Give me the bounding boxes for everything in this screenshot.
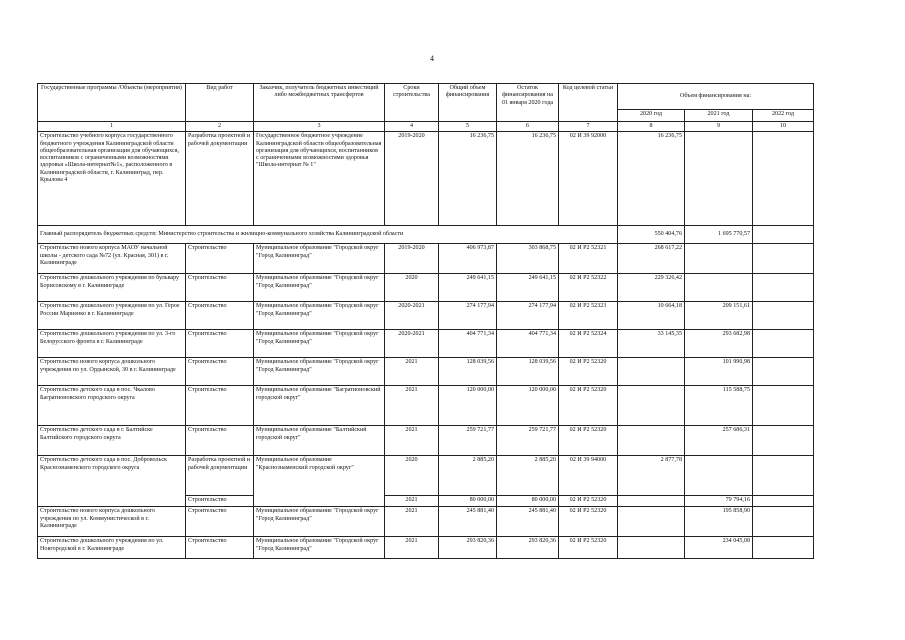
object-name: Строительство дошкольного учреждения по ул. Герое России Мариенко в г. Калининграде xyxy=(38,302,186,330)
term: 2021 xyxy=(385,358,439,386)
header-customer: Заказчик, получатель бюджетных инвестиций либо межбюджетных трансфертов xyxy=(254,84,385,122)
amount-2022 xyxy=(753,274,814,302)
amount-2022 xyxy=(753,358,814,386)
col-number: 9 xyxy=(685,122,753,132)
customer: Муниципальное образование "Городской округ "Город Калининград" xyxy=(254,274,385,302)
term: 2019-2020 xyxy=(385,244,439,274)
amount-2021: 115 588,75 xyxy=(685,386,753,426)
work-type: Строительство xyxy=(186,244,254,274)
customer: Государственное бюджетное учреждение Калининградской области общеобразовательная организация для обучающихся, воспитанников с ограниченными возможностями здоровья "Школа-интернат № 1" xyxy=(254,132,385,226)
rest: 16 236,75 xyxy=(497,132,559,226)
col-number: 1 xyxy=(38,122,186,132)
amount-2020 xyxy=(618,496,685,507)
work-type: Строительство xyxy=(186,386,254,426)
amount-2022 xyxy=(753,226,814,244)
amount-2022 xyxy=(753,302,814,330)
total: 404 771,34 xyxy=(439,330,497,358)
rest: 249 641,15 xyxy=(497,274,559,302)
col-number: 7 xyxy=(559,122,618,132)
amount-2021 xyxy=(685,244,753,274)
table-row xyxy=(38,386,814,426)
table-row xyxy=(38,456,814,496)
total: 245 881,40 xyxy=(439,507,497,537)
work-type: Строительство xyxy=(186,507,254,537)
amount-2020: 16 236,75 xyxy=(618,132,685,226)
object-name: Строительство учебного корпуса государственного бюджетного учреждения Калининградской области общеобразовательная организация для обучающихся, воспитанников с ограниченными возможностями здоровья «Школа-интернат№1», расположенного в Калининградской области, г. Калининград, пер. Крылова 4 xyxy=(38,132,186,226)
code: 02 И 39 94000 xyxy=(559,456,618,496)
customer: Муниципальное образование "Городской округ "Город Калининград" xyxy=(254,330,385,358)
col-number: 10 xyxy=(753,122,814,132)
code: 02 И Р2 52320 xyxy=(559,496,618,507)
customer: Муниципальное образование "Городской округ "Город Калининград" xyxy=(254,244,385,274)
amount-2021: 195 858,90 xyxy=(685,507,753,537)
object-name: Строительство дошкольного учреждения по бульвару Борисовскому в г. Калининграде xyxy=(38,274,186,302)
amount-2022 xyxy=(753,456,814,496)
term: 2020-2021 xyxy=(385,330,439,358)
total: 293 820,36 xyxy=(439,537,497,559)
customer: Муниципальное образование "Городской округ "Город Калининград" xyxy=(254,537,385,559)
total: 128 039,56 xyxy=(439,358,497,386)
amount-2020: 2 877,78 xyxy=(618,456,685,496)
customer: Муниципальное образование "Багратионовский городской округ" xyxy=(254,386,385,426)
amount-2021: 209 151,61 xyxy=(685,302,753,330)
budget-director-row xyxy=(38,226,814,244)
amount-2022 xyxy=(753,132,814,226)
amount-2021 xyxy=(685,456,753,496)
rest: 245 881,40 xyxy=(497,507,559,537)
amount-2020 xyxy=(618,426,685,456)
term: 2020-2021 xyxy=(385,302,439,330)
col-number: 4 xyxy=(385,122,439,132)
column-number-row xyxy=(38,122,814,132)
object-name: Строительство нового корпуса дошкольного учреждения по ул. Ордынской, 30 в г. Калининграде xyxy=(38,358,186,386)
object-name: Строительство детского сада в г. Балтийске Балтийского городского округа xyxy=(38,426,186,456)
rest: 128 039,56 xyxy=(497,358,559,386)
col-number: 2 xyxy=(186,122,254,132)
table-row xyxy=(38,507,814,537)
work-type: Строительство xyxy=(186,358,254,386)
amount-2020: 268 617,22 xyxy=(618,244,685,274)
code: 02 И 39 92000 xyxy=(559,132,618,226)
total: 16 236,75 xyxy=(439,132,497,226)
work-type: Строительство xyxy=(186,537,254,559)
customer: Муниципальное образование "Городской округ "Город Калининград" xyxy=(254,302,385,330)
amount-2021: 257 686,31 xyxy=(685,426,753,456)
code: 02 И Р2 52322 xyxy=(559,274,618,302)
total: 2 885,20 xyxy=(439,456,497,496)
header-total: Общий объем финансирования xyxy=(439,84,497,122)
table-row xyxy=(38,426,814,456)
customer: Муниципальное образование "Балтийский городской округ" xyxy=(254,426,385,456)
amount-2020 xyxy=(618,537,685,559)
amount-2022 xyxy=(753,507,814,537)
amount-2022 xyxy=(753,537,814,559)
table-row xyxy=(38,358,814,386)
header-term: Сроки строительства xyxy=(385,84,439,122)
amount-2021 xyxy=(685,274,753,302)
col-number: 8 xyxy=(618,122,685,132)
total: 120 000,00 xyxy=(439,386,497,426)
table-row xyxy=(38,537,814,559)
work-type: Строительство xyxy=(186,330,254,358)
table-row xyxy=(38,132,814,226)
amount-2020 xyxy=(618,507,685,537)
rest: 274 177,94 xyxy=(497,302,559,330)
code: 02 И Р2 52321 xyxy=(559,244,618,274)
table-row xyxy=(38,244,814,274)
object-name: Строительство детского сада в пос. Чкалово Багратионовского городского округа xyxy=(38,386,186,426)
total: 259 721,77 xyxy=(439,426,497,456)
page-number: 4 xyxy=(430,54,434,63)
amount-2022 xyxy=(753,426,814,456)
term: 2021 xyxy=(385,426,439,456)
amount-2022 xyxy=(753,496,814,507)
total: 274 177,94 xyxy=(439,302,497,330)
amount-2022 xyxy=(753,330,814,358)
header-2021: 2021 год xyxy=(685,110,753,122)
header-programs: Государственные программы /Объекты (мероприятия) xyxy=(38,84,186,122)
code: 02 И Р2 52320 xyxy=(559,426,618,456)
amount-2021: 1 695 770,57 xyxy=(685,226,753,244)
financing-table xyxy=(37,83,814,559)
term: 2019-2020 xyxy=(385,132,439,226)
amount-2021 xyxy=(685,132,753,226)
header-rest: Остаток финансирования на 01 января 2020 года xyxy=(497,84,559,122)
object-name: Строительство дошкольного учреждения по ул. Новгородской в г. Калининграде xyxy=(38,537,186,559)
rest: 404 771,34 xyxy=(497,330,559,358)
amount-2021: 79 794,16 xyxy=(685,496,753,507)
budget-director: Главный распорядитель бюджетных средств: Министерство строительства и жилищно-коммунального хозяйства Калининградской области xyxy=(38,226,618,244)
rest: 303 868,75 xyxy=(497,244,559,274)
total: 80 000,00 xyxy=(439,496,497,507)
customer: Муниципальное образование "Городской округ "Город Калининград" xyxy=(254,358,385,386)
col-number: 5 xyxy=(439,122,497,132)
work-type: Строительство xyxy=(186,302,254,330)
total: 249 641,15 xyxy=(439,274,497,302)
rest: 2 885,20 xyxy=(497,456,559,496)
rest: 293 820,36 xyxy=(497,537,559,559)
col-number: 6 xyxy=(497,122,559,132)
total: 406 973,87 xyxy=(439,244,497,274)
object-name: Строительство детского сада в пос. Добровольск Краснознаменского городского округа xyxy=(38,456,186,507)
object-name: Строительство дошкольного учреждения по ул. 3-го Белорусского фронта в г. Калининграде xyxy=(38,330,186,358)
code: 02 И Р2 52320 xyxy=(559,507,618,537)
term: 2021 xyxy=(385,496,439,507)
code: 02 И Р2 52324 xyxy=(559,330,618,358)
amount-2020: 10 664,18 xyxy=(618,302,685,330)
amount-2022 xyxy=(753,244,814,274)
code: 02 И Р2 52320 xyxy=(559,358,618,386)
work-type: Разработка проектной и рабочей документации xyxy=(186,456,254,496)
code: 02 И Р2 52320 xyxy=(559,386,618,426)
header-2020: 2020 год xyxy=(618,110,685,122)
amount-2020 xyxy=(618,386,685,426)
amount-2020: 33 145,35 xyxy=(618,330,685,358)
table-row xyxy=(38,330,814,358)
term: 2020 xyxy=(385,456,439,496)
table-row xyxy=(38,302,814,330)
header-work-type: Вид работ xyxy=(186,84,254,122)
customer: Муниципальное образование "Краснознаменский городской округ" xyxy=(254,456,385,507)
header-code: Код целевой статьи xyxy=(559,84,618,122)
rest: 120 000,00 xyxy=(497,386,559,426)
object-name: Строительство нового корпуса дошкольного учреждения по ул. Коммунистической в г. Калининграде xyxy=(38,507,186,537)
amount-2022 xyxy=(753,386,814,426)
rest: 259 721,77 xyxy=(497,426,559,456)
customer: Муниципальное образование "Городской округ "Город Калининград" xyxy=(254,507,385,537)
work-type: Строительство xyxy=(186,496,254,507)
col-number: 3 xyxy=(254,122,385,132)
amount-2021: 293 682,98 xyxy=(685,330,753,358)
amount-2020 xyxy=(618,358,685,386)
table-row xyxy=(38,274,814,302)
term: 2020 xyxy=(385,274,439,302)
work-type: Строительство xyxy=(186,426,254,456)
term: 2021 xyxy=(385,507,439,537)
object-name: Строительство нового корпуса МАОУ начальной школы - детского сада №72 (ул. Красная, 301) в г. Калининграде xyxy=(38,244,186,274)
amount-2020: 550 404,76 xyxy=(618,226,685,244)
amount-2020: 229 326,42 xyxy=(618,274,685,302)
header-2022: 2022 год xyxy=(753,110,814,122)
code: 02 И Р2 52320 xyxy=(559,537,618,559)
amount-2021: 234 045,08 xyxy=(685,537,753,559)
amount-2021: 101 990,98 xyxy=(685,358,753,386)
work-type: Разработка проектной и рабочей документации xyxy=(186,132,254,226)
code: 02 И Р2 52323 xyxy=(559,302,618,330)
term: 2021 xyxy=(385,386,439,426)
work-type: Строительство xyxy=(186,274,254,302)
rest: 80 000,00 xyxy=(497,496,559,507)
term: 2021 xyxy=(385,537,439,559)
header-volume-group: Объем финансирования на: xyxy=(618,84,814,110)
